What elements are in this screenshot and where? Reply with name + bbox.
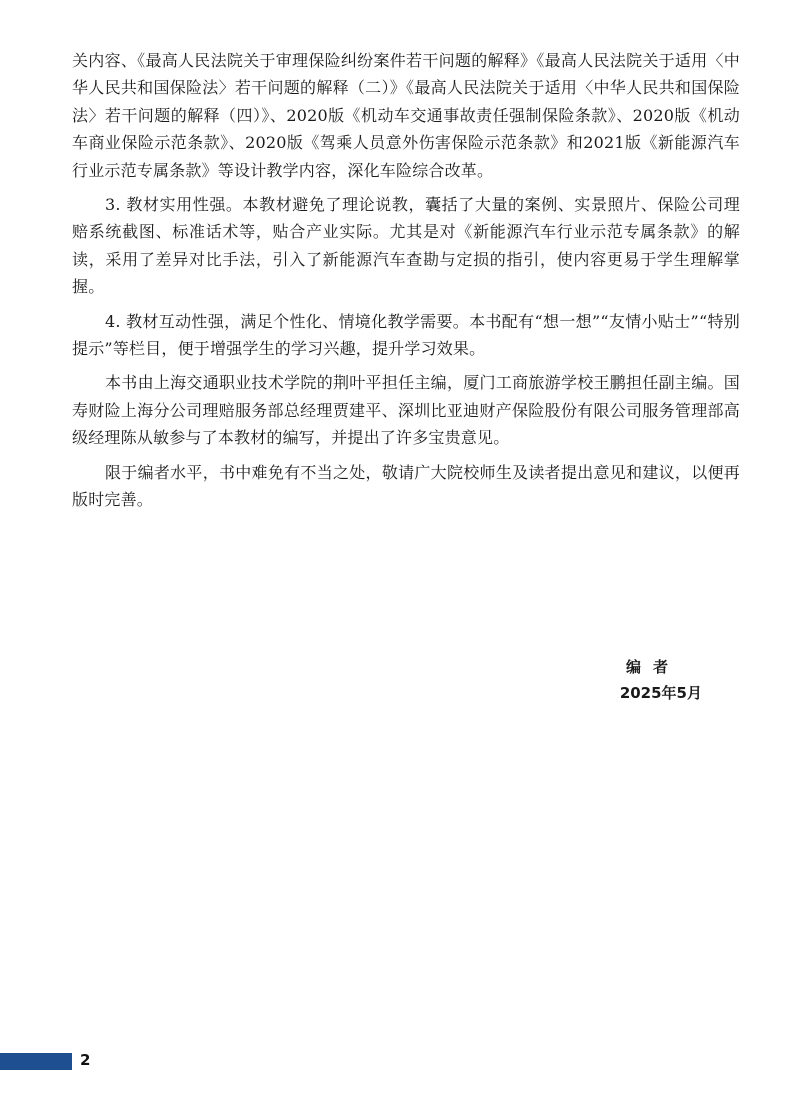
- paragraph-continuation: 关内容、《最高人民法院关于审理保险纠纷案件若干问题的解释》《最高人民法院关于适用〈中华人民共和国保险法〉若干问题的解释（二）》《最高人民法院关于适用〈中华人民共和国保险法〉若干问题的解释（四）》、2020版《机动车交通事故责任强制保险条款》、2020版《机动车商业保险示范条款》、2020版《驾乘人员意外伤害保险示范条款》和2021版《新能源汽车行业示范专属条款》等设计教学内容，深化车险综合改革。: [72, 51, 740, 180]
- page-number: 2: [80, 1051, 91, 1069]
- signature-block: [620, 654, 702, 706]
- paragraph-point-3: 3. 教材实用性强。本教材避免了理论说教，囊括了大量的案例、实景照片、保险公司理赔系统截图、标准话术等，贴合产业实际。尤其是对《新能源汽车行业示范专属条款》的解读，采用了差异对比手法，引入了新能源汽车查勘与定损的指引，使内容更易于学生理解掌握。: [72, 195, 740, 297]
- footer-color-bar: [0, 1053, 72, 1070]
- signature-date: 2025年5月: [619, 684, 702, 702]
- signature-author: 编者: [625, 658, 680, 676]
- document-body: [72, 47, 740, 521]
- paragraph-editors: 本书由上海交通职业技术学院的荆叶平担任主编，厦门工商旅游学校王鹏担任副主编。国寿财险上海分公司理赔服务部总经理贾建平、深圳比亚迪财产保险股份有限公司服务管理部高级经理陈从敏参与了本教材的编写，并提出了许多宝贵意见。: [72, 373, 740, 448]
- paragraph-closing: 限于编者水平，书中难免有不当之处，敬请广大院校师生及读者提出意见和建议，以便再版时完善。: [72, 462, 740, 510]
- paragraph-point-4: 4. 教材互动性强，满足个性化、情境化教学需要。本书配有“想一想”“友情小贴士”“特别提示”等栏目，便于增强学生的学习兴趣，提升学习效果。: [72, 311, 740, 359]
